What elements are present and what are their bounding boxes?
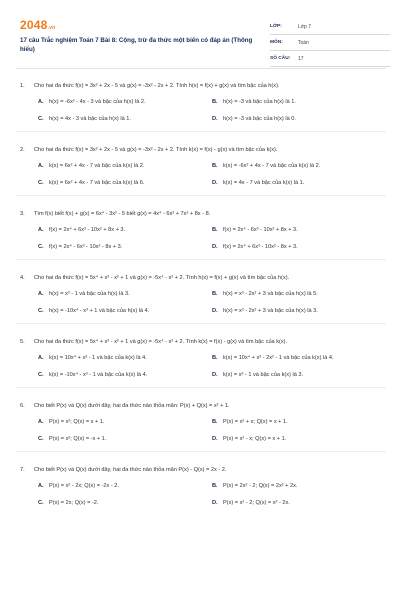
question-item bbox=[16, 338, 386, 379]
answer-option[interactable] bbox=[212, 354, 386, 362]
option-text: P(x) = x²; Q(x) = x + 1. bbox=[49, 419, 105, 425]
option-text: f(x) = 2x⁴ - 6x³ - 10x² + 8x + 3. bbox=[223, 227, 298, 233]
option-text: k(x) = 4x - 7 và bậc của k(x) là 1. bbox=[223, 180, 305, 186]
answer-option[interactable] bbox=[212, 243, 386, 251]
answer-option[interactable] bbox=[38, 499, 212, 507]
question-item bbox=[16, 210, 386, 251]
answer-option[interactable] bbox=[212, 418, 386, 426]
count-label: SỐ CÂU: bbox=[270, 56, 291, 61]
question-number: 1. bbox=[20, 83, 25, 89]
answer-option[interactable] bbox=[212, 435, 386, 443]
class-value: Lớp 7 bbox=[298, 23, 312, 30]
option-text: P(x) = 2x² - 2; Q(x) = 2x² + 2x. bbox=[223, 483, 298, 489]
option-text: h(x) = x³ - 2x² + 3 và bậc của h(x) là 5. bbox=[223, 291, 318, 297]
answer-option[interactable] bbox=[38, 98, 212, 106]
question-row bbox=[16, 402, 386, 410]
option-letter: B. bbox=[212, 99, 218, 105]
option-text: h(x) = -6x² - 4x - 3 và bậc của h(x) là 2. bbox=[49, 99, 146, 105]
option-letter: B. bbox=[212, 163, 218, 169]
answer-option[interactable] bbox=[212, 290, 386, 298]
option-letter: B. bbox=[212, 291, 218, 297]
question-divider bbox=[16, 259, 386, 260]
count-value: 17 bbox=[298, 55, 304, 62]
question-row bbox=[16, 466, 386, 474]
option-text: k(x) = 10x⁴ + x³ - 2x² - 1 và bậc của k(x) là 4. bbox=[223, 355, 334, 361]
answer-option[interactable] bbox=[212, 499, 386, 507]
option-text: k(x) = 6x² + 4x - 7 và bậc của k(x) là 6. bbox=[49, 180, 145, 186]
question-text: Cho biết P(x) và Q(x) dưới đây, hai đa thức nào thỏa mãn P(x) - Q(x) = 2x - 2. bbox=[34, 467, 227, 473]
info-row-class bbox=[270, 19, 390, 35]
options-grid bbox=[38, 418, 386, 443]
class-label: LỚP: bbox=[270, 24, 282, 29]
subject-value: Toán bbox=[298, 39, 309, 46]
answer-option[interactable] bbox=[38, 354, 212, 362]
option-letter: A. bbox=[38, 227, 44, 233]
answer-option[interactable] bbox=[38, 307, 212, 315]
option-letter: D. bbox=[212, 372, 218, 378]
option-text: k(x) = 10x⁴ + x³ - 1 và bậc của k(x) là 4. bbox=[49, 355, 147, 361]
option-text: P(x) = x² - x; Q(x) = x + 1. bbox=[223, 436, 287, 442]
question-divider bbox=[16, 131, 386, 132]
question-row bbox=[16, 82, 386, 90]
info-row-count bbox=[270, 51, 390, 67]
question-row bbox=[16, 274, 386, 282]
options-grid bbox=[38, 354, 386, 379]
question-text: Cho biết P(x) và Q(x) dưới đây, hai đa thức nào thỏa mãn: P(x) + Q(x) = x² + 1. bbox=[34, 403, 230, 409]
option-letter: D. bbox=[212, 180, 218, 186]
options-grid bbox=[38, 290, 386, 315]
option-letter: A. bbox=[38, 163, 44, 169]
option-text: P(x) = x² + x; Q(x) = x + 1. bbox=[223, 419, 288, 425]
option-letter: C. bbox=[38, 372, 44, 378]
question-text: Tìm f(x) biết f(x) + g(x) = 6x⁴ - 3x² - 5 biết g(x) = 4x⁴ - 6x³ + 7x² + 8x - 8. bbox=[34, 211, 211, 217]
header-divider bbox=[16, 68, 386, 69]
option-letter: D. bbox=[212, 436, 218, 442]
option-letter: D. bbox=[212, 116, 218, 122]
option-text: k(x) = 6x² + 4x - 7 và bậc của k(x) là 2. bbox=[49, 163, 145, 169]
question-number: 7. bbox=[20, 467, 25, 473]
question-number: 5. bbox=[20, 339, 25, 345]
option-letter: D. bbox=[212, 308, 218, 314]
question-text: Cho hai đa thức f(x) = 5x⁴ + x³ - x² + 1 và g(x) = -5x⁴ - x² + 2. Tính h(x) = f(x) + g(x) và tìm bậc của h(x). bbox=[34, 275, 290, 281]
logo-main: 2048 bbox=[20, 18, 48, 32]
option-letter: D. bbox=[212, 500, 218, 506]
answer-option[interactable] bbox=[38, 226, 212, 234]
page-title: 17 câu Trắc nghiệm Toán 7 Bài 8: Cộng, trừ đa thức một biến có đáp án (Thông hiểu) bbox=[20, 37, 253, 53]
option-text: h(x) = 4x - 3 và bậc của h(x) là 1. bbox=[49, 116, 131, 122]
answer-option[interactable] bbox=[38, 482, 212, 490]
answer-option[interactable] bbox=[38, 243, 212, 251]
option-text: P(x) = x² - 2x; Q(x) = -2x - 2. bbox=[49, 483, 119, 489]
option-letter: D. bbox=[212, 244, 218, 250]
option-letter: C. bbox=[38, 308, 44, 314]
question-text: Cho hai đa thức f(x) = 3x² + 2x - 5 và g(x) = -3x² - 2x + 2. Tính h(x) = f(x) + g(x) và tìm bậc của h(x). bbox=[34, 83, 280, 89]
question-row bbox=[16, 146, 386, 154]
option-letter: A. bbox=[38, 291, 44, 297]
question-divider bbox=[16, 387, 386, 388]
option-letter: A. bbox=[38, 99, 44, 105]
option-text: f(x) = 2x⁴ - 6x³ - 10x² - 8x + 3. bbox=[49, 244, 123, 250]
option-text: k(x) = -6x² + 4x - 7 và bậc của k(x) là 2. bbox=[223, 163, 321, 169]
question-number: 2. bbox=[20, 147, 25, 153]
question-row bbox=[16, 210, 386, 218]
option-text: h(x) = -10x⁴ - x³ + 1 và bậc của h(x) là 4. bbox=[49, 308, 150, 314]
option-letter: C. bbox=[38, 500, 44, 506]
answer-option[interactable] bbox=[38, 418, 212, 426]
answer-option[interactable] bbox=[212, 482, 386, 490]
question-item bbox=[16, 82, 386, 123]
question-divider bbox=[16, 323, 386, 324]
option-letter: A. bbox=[38, 483, 44, 489]
options-grid bbox=[38, 226, 386, 251]
question-divider bbox=[16, 451, 386, 452]
answer-option[interactable] bbox=[38, 371, 212, 379]
options-grid bbox=[38, 482, 386, 507]
page-header bbox=[16, 6, 386, 70]
info-panel bbox=[270, 19, 390, 67]
option-text: h(x) = x³ - 2x² + 3 và bậc của h(x) là 3. bbox=[223, 308, 318, 314]
option-letter: B. bbox=[212, 419, 218, 425]
option-text: h(x) = x³ - 1 và bậc của h(x) là 3. bbox=[49, 291, 130, 297]
question-item bbox=[16, 274, 386, 315]
question-text: Cho hai đa thức f(x) = 5x⁴ + x³ - x² + 1 và g(x) = -5x⁴ - x² + 2. Tính k(x) = f(x) - g(x) và tìm bậc của k(x). bbox=[34, 339, 288, 345]
answer-option[interactable] bbox=[212, 226, 386, 234]
question-text: Cho hai đa thức f(x) = 3x² + 2x - 5 và g(x) = -3x² - 2x + 2. Tính k(x) = f(x) - g(x) và tìm bậc của k(x). bbox=[34, 147, 278, 153]
option-text: h(x) = -3 và bậc của h(x) là 0. bbox=[223, 116, 296, 122]
option-letter: A. bbox=[38, 419, 44, 425]
option-letter: A. bbox=[38, 355, 44, 361]
options-grid bbox=[38, 98, 386, 123]
question-row bbox=[16, 338, 386, 346]
answer-option[interactable] bbox=[38, 179, 212, 187]
option-text: h(x) = -3 và bậc của h(x) là 1. bbox=[223, 99, 296, 105]
answer-option[interactable] bbox=[212, 307, 386, 315]
answer-option[interactable] bbox=[212, 371, 386, 379]
option-letter: B. bbox=[212, 355, 218, 361]
option-text: f(x) = 2x⁴ + 6x³ - 10x² - 8x + 3. bbox=[223, 244, 298, 250]
option-letter: C. bbox=[38, 116, 44, 122]
option-letter: B. bbox=[212, 227, 218, 233]
option-text: P(x) = x² - 2; Q(x) = x² - 2x. bbox=[223, 500, 290, 506]
option-text: k(x) = -10x⁴ - x³ - 1 và bậc của k(x) là 4. bbox=[49, 372, 148, 378]
subject-label: MÔN: bbox=[270, 40, 283, 45]
question-list bbox=[16, 82, 386, 507]
option-letter: C. bbox=[38, 180, 44, 186]
answer-option[interactable] bbox=[38, 435, 212, 443]
answer-option[interactable] bbox=[38, 115, 212, 123]
option-text: f(x) = 2x⁴ + 6x³ - 10x² + 8x + 3. bbox=[49, 227, 126, 233]
question-number: 4. bbox=[20, 275, 25, 281]
question-item bbox=[16, 466, 386, 507]
info-row-subject bbox=[270, 35, 390, 51]
options-grid bbox=[38, 162, 386, 187]
question-number: 3. bbox=[20, 211, 25, 217]
option-text: k(x) = x³ - 1 và bậc của k(x) là 3. bbox=[223, 372, 304, 378]
option-letter: C. bbox=[38, 244, 44, 250]
question-item bbox=[16, 402, 386, 443]
option-letter: C. bbox=[38, 436, 44, 442]
question-number: 6. bbox=[20, 403, 25, 409]
answer-option[interactable] bbox=[212, 115, 386, 123]
logo-suffix: .vn bbox=[47, 25, 56, 31]
answer-option[interactable] bbox=[212, 162, 386, 170]
option-text: P(x) = x²; Q(x) = -x + 1. bbox=[49, 436, 107, 442]
answer-option[interactable] bbox=[38, 162, 212, 170]
answer-option[interactable] bbox=[212, 98, 386, 106]
answer-option[interactable] bbox=[38, 290, 212, 298]
option-letter: B. bbox=[212, 483, 218, 489]
option-text: P(x) = 2x; Q(x) = -2. bbox=[49, 500, 99, 506]
question-divider bbox=[16, 195, 386, 196]
question-item bbox=[16, 146, 386, 187]
answer-option[interactable] bbox=[212, 179, 386, 187]
site-logo[interactable] bbox=[20, 18, 55, 32]
